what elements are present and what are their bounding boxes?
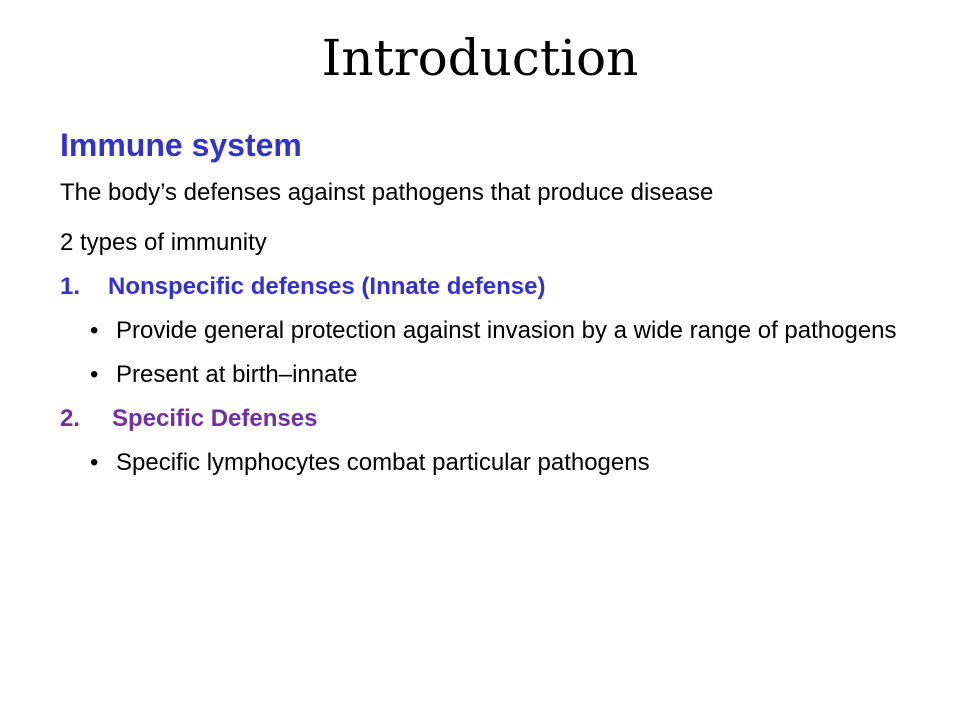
- bullet-item: [60, 316, 900, 346]
- item-label: Specific Defenses: [112, 405, 318, 432]
- numbered-item-specific: [60, 404, 900, 434]
- bullet-item: [60, 448, 900, 478]
- item-number: 2.: [60, 405, 81, 432]
- numbered-item-nonspecific: [60, 272, 900, 302]
- item-number: 1.: [60, 273, 81, 300]
- bullet-icon: •: [90, 449, 99, 476]
- bullet-icon: •: [90, 361, 99, 388]
- bullet-text: Provide general protection against invasion by a wide range of pathogens: [116, 317, 897, 344]
- bullet-text: Specific lymphocytes combat particular pathogens: [116, 449, 650, 476]
- slide-title: Introduction: [321, 29, 639, 87]
- section-heading: Immune system: [60, 127, 302, 163]
- slide-content: [60, 118, 900, 478]
- item-label: Nonspecific defenses (Innate defense): [108, 273, 546, 300]
- bullet-icon: •: [90, 317, 99, 344]
- types-intro-text: 2 types of immunity: [60, 229, 267, 256]
- bullet-text: Present at birth–innate: [116, 361, 358, 388]
- definition-text: The body’s defenses against pathogens that produce disease: [60, 179, 714, 206]
- bullet-item: [60, 360, 900, 390]
